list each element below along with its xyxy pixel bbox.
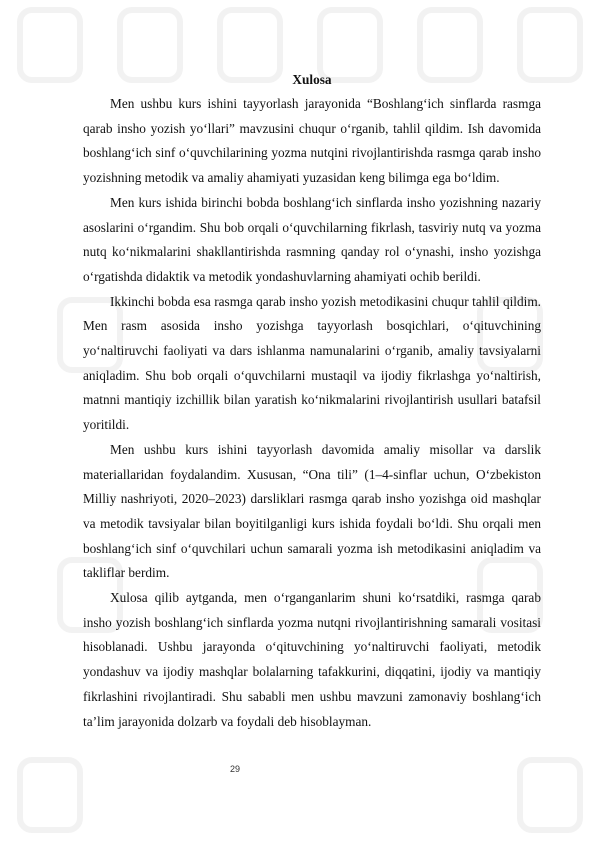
paragraph-5: Xulosa qilib aytganda, men o‘rganganlarim shuni ko‘rsatdiki, rasmga qarab insho yozish boshlang‘ich sinflarda yozma nutqni rivojlantirishning samarali vositasi hisoblanadi. Ushbu jarayonda o‘qituvchining yo‘naltiruvchi faoliyati, metodik yondashuv va ijodiy mashqlar bolalarning tafakkurini, diqqatini, ijodiy va mantiqiy fikrlashini rivojlantiradi. Shu sababli men ushbu mavzuni zamonaviy boshlang‘ich ta’lim jarayonida dolzarb va foydali deb hisoblayman.: [83, 590, 541, 729]
paragraph-1: Men ushbu kurs ishini tayyorlash jarayonida “Boshlang‘ich sinflarda rasmga qarab insho yozish yo‘llari” mavzusini chuqur o‘rganib, tahlil qildim. Ish davomida boshlang‘ich sinf o‘quvchilarining yozma nutqini rivojlantirishda rasmga qarab insho yozishning metodik va amaliy ahamiyati yuzasidan keng bilimga ega bo‘ldim.: [83, 96, 541, 186]
document-body: [83, 68, 541, 734]
paragraph-3: Ikkinchi bobda esa rasmga qarab insho yozish metodikasini chuqur tahlil qildim. Men rasm asosida insho yozishga tayyorlash bosqichlari, o‘qituvchining yo‘naltiruvchi faoliyati va dars ishlanma namunalarini o‘rganib, amaliy tavsiyalarni aniqladim. Shu bob orqali o‘quvchilarni mustaqil va ijodiy fikrlashga yo‘naltirish, matnni mantiqiy izchillik bilan yaratish ko‘nikmalarini rivojlantirish usullari batafsil yoritildi.: [83, 293, 541, 433]
paragraph-4: Men ushbu kurs ishini tayyorlash davomida amaliy misollar va darslik materiallaridan foydalandim. Xususan, “Ona tili” (1–4-sinflar uchun, O‘zbekiston Milliy nashriyoti, 2020–2023) darsliklari rasmga qarab insho yozishga oid mashqlar va metodik tavsiyalar bilan boyitilganligi kurs ishida foydali bo‘ldi. Shu orqali men boshlang‘ich sinf o‘quvchilari uchun samarali yozma ish metodikasini aniqladim va takliflar berdim.: [83, 441, 541, 581]
section-title: Xulosa: [292, 72, 332, 87]
paragraph-2: Men kurs ishida birinchi bobda boshlang‘ich sinflarda insho yozishning nazariy asoslarini o‘rgandim. Shu bob orqali o‘quvchilarning fikrlash, tasviriy nutq va yozma nutq ko‘nikmalarini shakllantirishda rasmning qanday rol o‘ynashi, insho yozishga o‘rgatishda didaktik va metodik yondashuvlarning ahamiyati ochib berildi.: [83, 194, 541, 284]
page-number: 29: [230, 764, 241, 774]
